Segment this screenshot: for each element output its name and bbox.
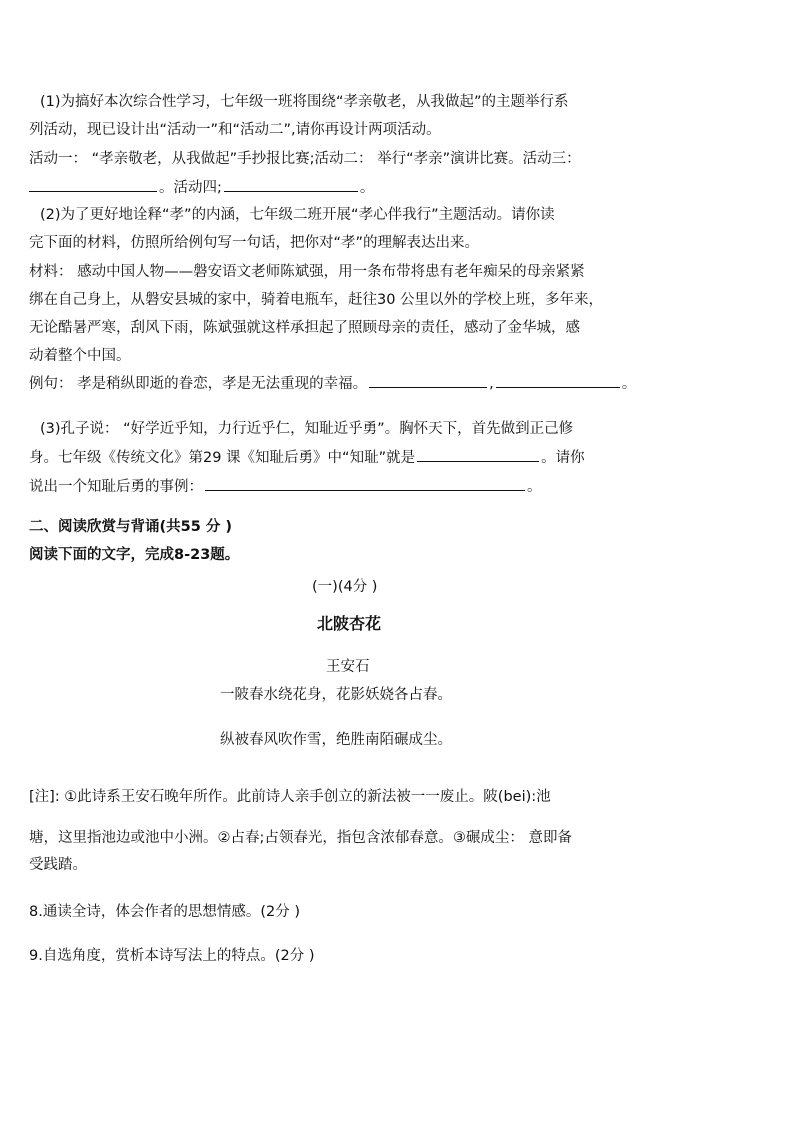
q2-line1: (2)为了更好地诠释“孝”的内涵，七年级二班开展“孝心伴我行”主题活动。请你读: [40, 207, 555, 223]
question-9: 9.自选角度，赏析本诗写法上的特点。(2分 ): [29, 948, 315, 964]
section-heading: 二、阅读欣赏与背诵(共55 分 ): [29, 519, 233, 535]
section-instruction: 阅读下面的文字，完成8-23题。: [29, 547, 240, 563]
poem-line2: 纵被春风吹作雪，绝胜南陌碾成尘。: [220, 732, 452, 748]
example-text: 例句： 孝是稍纵即逝的眷恋，孝是无法重现的幸福。: [29, 376, 368, 392]
example-story-blank[interactable]: [205, 476, 525, 491]
note-line3: 受践踏。: [29, 857, 87, 873]
q1-line2: 列活动，现已设计出“活动一”和“活动二”,请你再设计两项活动。: [29, 122, 441, 138]
activity3-blank[interactable]: [29, 177, 157, 192]
q2-line5: 无论酷暑严寒，刮风下雨，陈斌强就这样承担起了照顾母亲的责任，感动了金华城，感: [29, 320, 580, 336]
note-line2: 塘，这里指池边或池中小洲。②占春;占领春光，指包含浓郁春意。③碾成尘： 意即备: [29, 830, 572, 846]
poem-author: 王安石: [326, 659, 370, 675]
q3-line1: (3)孔子说： “好学近乎知，力行近乎仁，知耻近乎勇”。胸怀天下，首先做到正己修: [40, 421, 574, 437]
question-8: 8.通读全诗，体会作者的思想情感。(2分 ): [29, 904, 300, 920]
activity4-label: 。活动四;: [159, 180, 222, 196]
q2-line6: 动着整个中国。: [29, 348, 131, 364]
poem-line1: 一陂春水绕花身，花影妖娆各占春。: [220, 687, 452, 703]
poem-title: 北陂杏花: [317, 614, 382, 633]
example-blank-2[interactable]: [496, 373, 620, 388]
q2-line2: 完下面的材料，仿照所给例句写一句话，把你对“孝”的理解表达出来。: [29, 235, 480, 251]
example-comma: ,: [489, 376, 494, 392]
example-blank-1[interactable]: [369, 373, 487, 388]
activity4-blank[interactable]: [224, 177, 358, 192]
q3-line2-text: 身。七年级《传统文化》第29 课《知耻后勇》中“知耻”就是: [29, 450, 416, 466]
q1-line4: [29, 177, 774, 198]
note-line1: [注]: ①此诗系王安石晚年所作。此前诗人亲手创立的新法被一一废止。陂(bei):池: [29, 789, 551, 805]
q2-line4: 绑在自己身上，从磐安县城的家中，骑着电瓶车，赶往30 公里以外的学校上班，多年来，: [29, 292, 604, 308]
q1-line3: 活动一： “孝亲敬老，从我做起”手抄报比赛;活动二： 举行“孝亲”演讲比赛。活动三：: [29, 151, 581, 167]
q2-line3: 材料： 感动中国人物——磐安语文老师陈斌强，用一条布带将患有老年痴呆的母亲紧紧: [29, 264, 585, 280]
q2-example: [29, 373, 774, 394]
q1-line1: (1)为搞好本次综合性学习，七年级一班将围绕“孝亲敬老，从我做起”的主题举行系: [40, 94, 569, 110]
zhichi-blank[interactable]: [417, 447, 539, 462]
q3-line3-text: 说出一个知耻后勇的事例：: [29, 479, 203, 495]
q3-line3: [29, 476, 774, 497]
q2-end-mark: 。: [621, 376, 637, 392]
q3-line2: [29, 447, 774, 468]
q1-end-mark: 。: [359, 180, 375, 196]
q3-line2-end: 。请你: [541, 450, 585, 466]
q3-end-mark: 。: [527, 479, 542, 495]
poem-part-label: (一)(4分 ): [312, 579, 378, 595]
